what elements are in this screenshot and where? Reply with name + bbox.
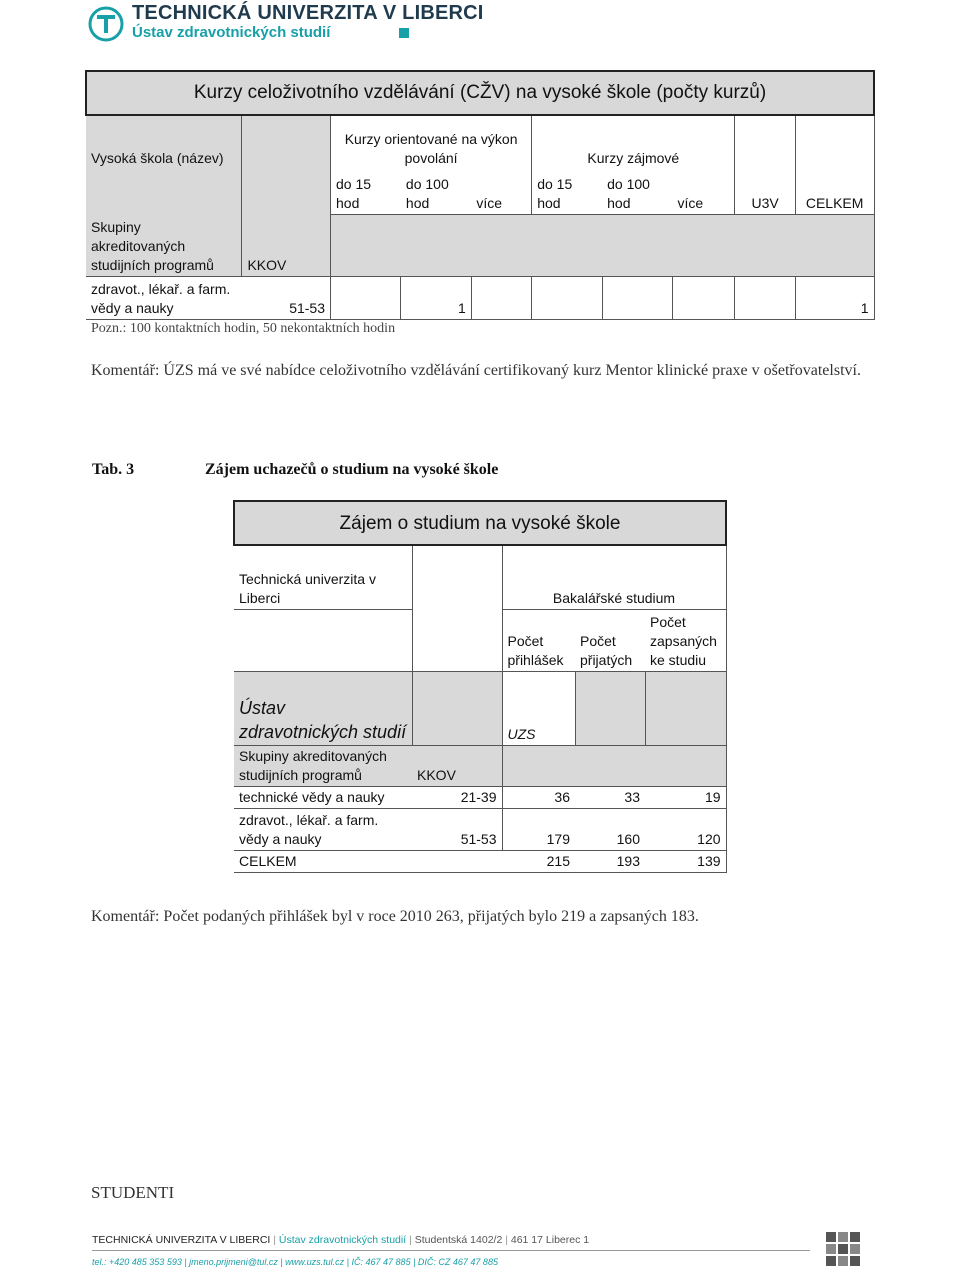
section-heading: STUDENTI	[91, 1183, 175, 1202]
row-technical-applications: 36	[502, 786, 575, 808]
kkov-label: KKOV	[242, 214, 331, 276]
col-celkem: CELKEM	[795, 169, 874, 215]
tab-label: Tab. 3	[92, 461, 135, 478]
tul-logo-icon	[88, 6, 124, 42]
col-enrolled: Počet zapsaných ke studiu	[645, 609, 726, 671]
row-medical-kkov: 51-53	[412, 808, 502, 850]
total-accepted: 193	[575, 850, 645, 872]
total-enrolled: 139	[645, 850, 726, 872]
row-technical-kkov: 21-39	[412, 786, 502, 808]
header-institute: Ústav zdravotnických studií	[132, 24, 331, 41]
pozn-note: Pozn.: 100 kontaktních hodin, 50 nekontaktních hodin	[91, 321, 396, 336]
groups-label-2: Skupiny akreditovaných studijních programů	[234, 745, 412, 786]
row-technical-accepted: 33	[575, 786, 645, 808]
table1-title: Kurzy celoživotního vzdělávání (CŽV) na vysoké škole (počty kurzů)	[86, 71, 874, 115]
institute-label: Ústav zdravotnických studií	[234, 671, 412, 745]
school-label: Vysoká škola (název)	[86, 115, 242, 169]
footer-address2: 461 17 Liberec 1	[510, 1234, 590, 1246]
row-kkov: 51-53	[242, 277, 331, 320]
col-prof-vice: více	[476, 194, 503, 211]
row-technical-enrolled: 19	[645, 786, 726, 808]
total-applications: 215	[502, 850, 575, 872]
comment-1: Komentář: ÚZS má ve své nabídce celoživotního vzdělávání certifikovaný kurz Mentor klinické praxe v ošetřovatelství.	[91, 362, 861, 379]
col-int-do100: do 100 hod	[607, 175, 650, 211]
kkov-label-2: KKOV	[412, 745, 502, 786]
groups-label: Skupiny akreditovaných studijních programů	[86, 214, 242, 276]
footer-university: TECHNICKÁ UNIVERZITA V LIBERCI	[92, 1234, 271, 1246]
comment-2: Komentář: Počet podaných přihlášek byl v roce 2010 263, přijatých bylo 219 a zapsaných 183.	[91, 908, 699, 925]
group-professional: Kurzy orientované na výkon povolání	[331, 115, 532, 169]
row-medical-applications: 179	[502, 808, 575, 850]
row-medical: zdravot., lékař. a farm. vědy a nauky	[234, 808, 412, 850]
col-int-vice: více	[677, 194, 704, 211]
abbr-uzs: UZS	[502, 671, 575, 745]
footer-divider	[92, 1250, 810, 1251]
header-university: TECHNICKÁ UNIVERZITA V LIBERCI	[132, 2, 484, 24]
tab-caption: Zájem uchazečů o studium na vysoké škole	[205, 461, 499, 478]
cze-courses-table	[85, 70, 875, 320]
col-prof-do100: do 100 hod	[405, 175, 449, 211]
row-celkem: 1	[795, 277, 874, 320]
footer-grid-icon	[826, 1232, 860, 1266]
table2-title: Zájem o studium na vysoké škole	[234, 501, 726, 545]
footer-institute: Ústav zdravotnických studií	[278, 1234, 407, 1246]
row-technical: technické vědy a nauky	[234, 786, 412, 808]
logo-square-icon	[399, 28, 409, 38]
row-medical-accepted: 160	[575, 808, 645, 850]
footer-line: TECHNICKÁ UNIVERZITA V LIBERCI | Ústav zdravotnických studií | Studentská 1402/2 | 461 17 Liberec 1	[92, 1234, 590, 1246]
row-name: zdravot., lékař. a farm. vědy a nauky	[86, 277, 242, 320]
col-prof-do15: do 15 hod	[336, 175, 372, 211]
col-applications: Počet přihlášek	[502, 609, 575, 671]
footer-address1: Studentská 1402/2	[414, 1234, 503, 1246]
col-u3v: U3V	[735, 169, 795, 215]
footer-contacts: tel.: +420 485 353 593 | jmeno.prijmeni@tul.cz | www.uzs.tul.cz | IČ: 467 47 885 | DIČ: CZ 467 47 885	[92, 1257, 498, 1267]
row-medical-enrolled: 120	[645, 808, 726, 850]
study-interest-table	[233, 500, 725, 868]
col-accepted: Počet přijatých	[575, 609, 645, 671]
total-label: CELKEM	[234, 850, 412, 872]
university-label: Technická univerzita v Liberci	[234, 545, 412, 609]
row-prof-do100: 1	[401, 277, 471, 320]
col-int-do15: do 15 hod	[532, 169, 602, 215]
group-interest: Kurzy zájmové	[532, 115, 735, 169]
bachelor-label: Bakalářské studium	[502, 545, 726, 609]
